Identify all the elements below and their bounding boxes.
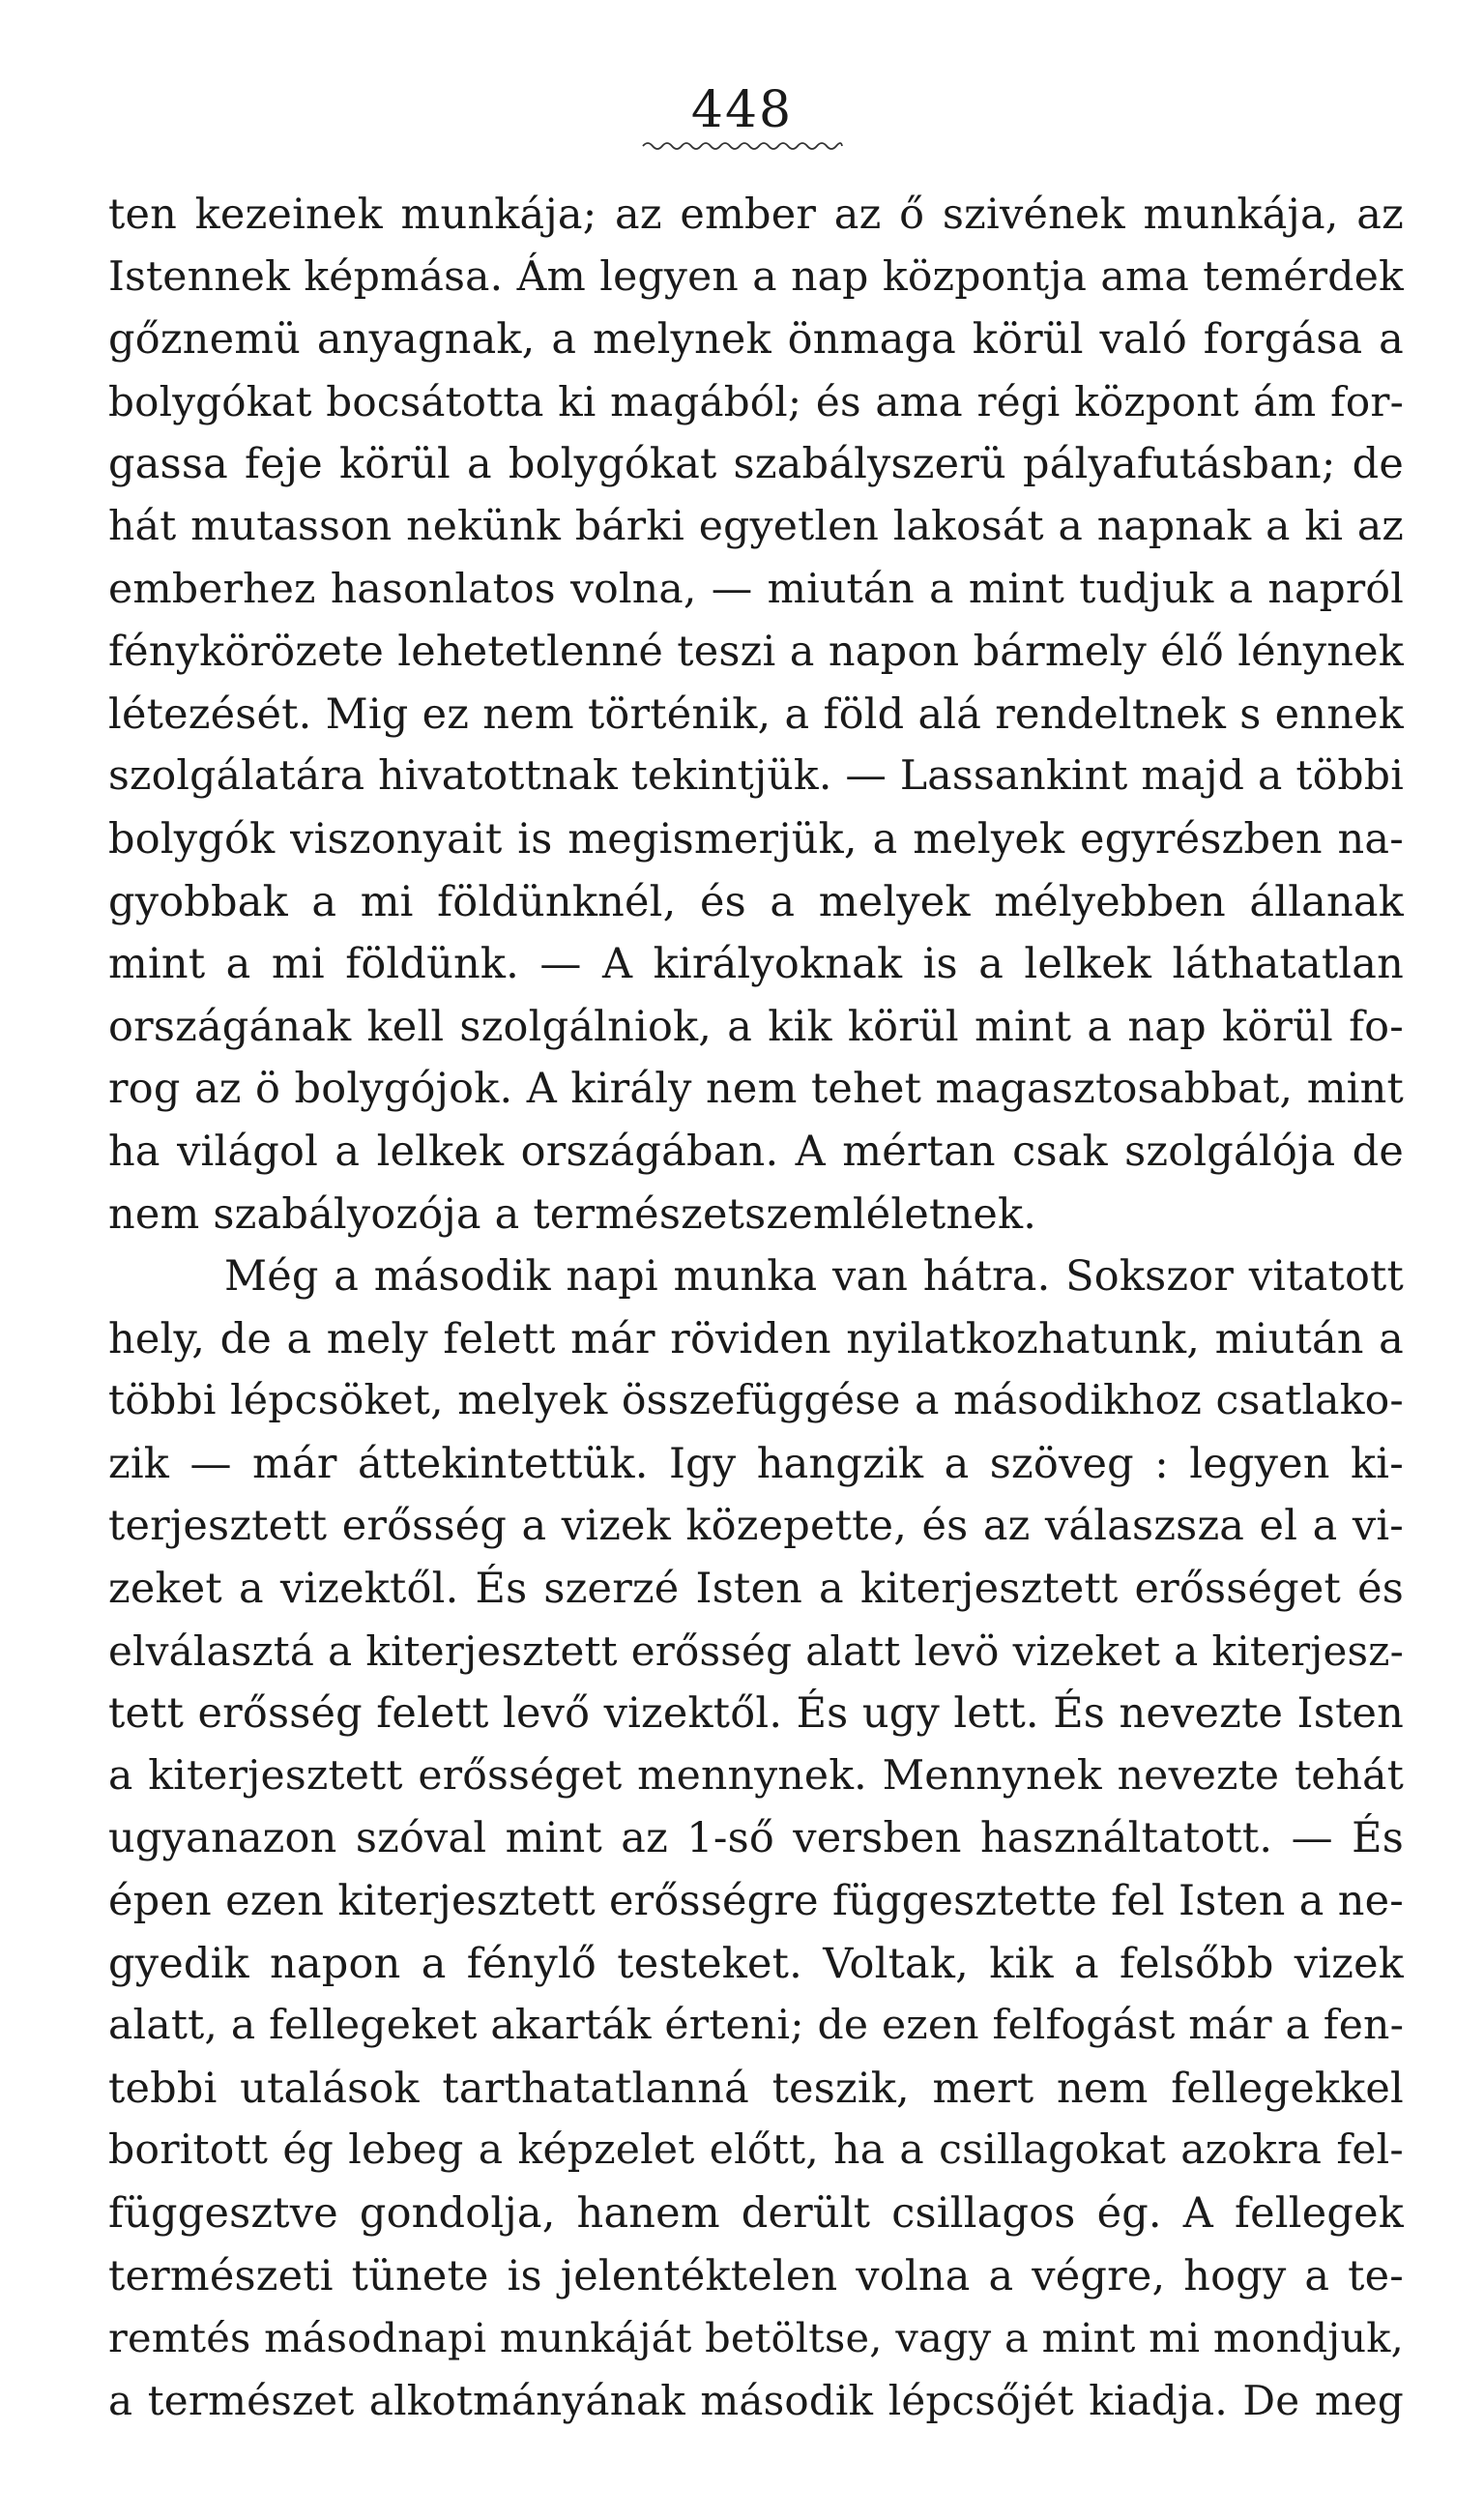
text-line: boritott ég lebeg a képzelet előtt, ha a csillagokat azokra fel- — [108, 2126, 1404, 2175]
text-line: ha világol a lelkek országában. A mértan csak szolgálója de — [108, 1127, 1404, 1176]
text-line: gassa feje körül a bolygókat szabályszerü pályafutásban; de — [108, 440, 1404, 489]
text-line: természeti tünete is jelentéktelen volna a végre, hogy a te- — [108, 2251, 1404, 2300]
page-number — [0, 79, 1484, 153]
text-line: alatt, a fellegeket akarták érteni; de ezen felfogást már a fen- — [108, 2002, 1405, 2050]
text-line: nem szabályozója a természetszemléletnek. — [108, 1189, 1037, 1239]
text-line: a természet alkotmányának második lépcsőjét kiadja. De meg — [108, 2376, 1404, 2424]
text-line: fénykörözete lehetetlenné teszi a napon bármely élő lénynek — [108, 628, 1404, 677]
text-line: bolygók viszonyait is megismerjük, a melyek egyrészben na- — [108, 814, 1404, 864]
text-line: zeket a vizektől. És szerzé Isten a kiterjesztett erősséget és — [108, 1565, 1404, 1614]
text-line: emberhez hasonlatos volna, — miután a mint tudjuk a napról — [108, 565, 1404, 613]
text-line: gyobbak a mi földünknél, és a melyek mélyebben állanak — [108, 877, 1404, 926]
text-line: országának kell szolgálniok, a kik körül mint a nap körül fo- — [108, 1002, 1404, 1051]
text-line: létezését. Mig ez nem történik, a föld alá rendeltnek s ennek — [108, 689, 1404, 739]
text-line: tett erősség felett levő vizektől. És ugy lett. És nevezte Isten — [108, 1689, 1404, 1739]
text-line: ten kezeinek munkája; az ember az ő szivének munkája, az — [108, 190, 1404, 239]
text-line: többi lépcsöket, melyek összefüggése a másodikhoz csatlako- — [108, 1377, 1404, 1425]
text-line: szolgálatára hivatottnak tekintjük. — Lassankint majd a többi — [108, 752, 1404, 801]
text-line: zik — már áttekintettük. Igy hangzik a szöveg : legyen ki- — [108, 1439, 1404, 1488]
text-line: terjesztett erősség a vizek közepette, és az válaszsza el a vi- — [108, 1502, 1404, 1551]
text-line: rog az ö bolygójok. A király nem tehet magasztosabbat, mint — [108, 1065, 1404, 1114]
body-text — [108, 184, 1404, 2432]
text-line: gőznemü anyagnak, a melynek önmaga körül való forgása a — [108, 315, 1404, 365]
text-line: tebbi utalások tarthatatlanná teszik, mert nem fellegekkel — [108, 2064, 1404, 2113]
wavy-underline-ornament — [641, 139, 844, 153]
text-line: a kiterjesztett erősséget mennynek. Mennynek nevezte tehát — [108, 1751, 1404, 1800]
text-line: hát mutasson nekünk bárki egyetlen lakosát a napnak a ki az — [108, 502, 1404, 550]
text-line: mint a mi földünk. — A királyoknak is a lelkek láthatatlan — [108, 940, 1404, 989]
text-line: Még a második napi munka van hátra. Sokszor vitatott — [224, 1252, 1404, 1302]
text-line: hely, de a mely felett már röviden nyilatkozhatunk, miután a — [108, 1314, 1404, 1363]
text-line: remtés másodnapi munkáját betöltse, vagy a mint mi mondjuk, — [108, 2314, 1404, 2362]
text-line: elválasztá a kiterjesztett erősség alatt levö vizeket a kiterjesz- — [108, 1626, 1404, 1675]
text-line: épen ezen kiterjesztett erősségre függesztette fel Isten a ne- — [108, 1877, 1404, 1926]
text-line: függesztve gondolja, hanem derült csillagos ég. A fellegek — [108, 2189, 1404, 2238]
text-line: ugyanazon szóval mint az 1-ső versben használtatott. — És — [108, 1814, 1404, 1863]
page-number-text: 448 — [690, 81, 794, 139]
text-line: bolygókat bocsátotta ki magából; és ama régi központ ám for- — [108, 377, 1404, 425]
text-line: gyedik napon a fénylő testeket. Voltak, kik a felsőbb vizek — [108, 1939, 1404, 1988]
text-line: Istennek képmása. Ám legyen a nap központja ama temérdek — [108, 252, 1404, 301]
